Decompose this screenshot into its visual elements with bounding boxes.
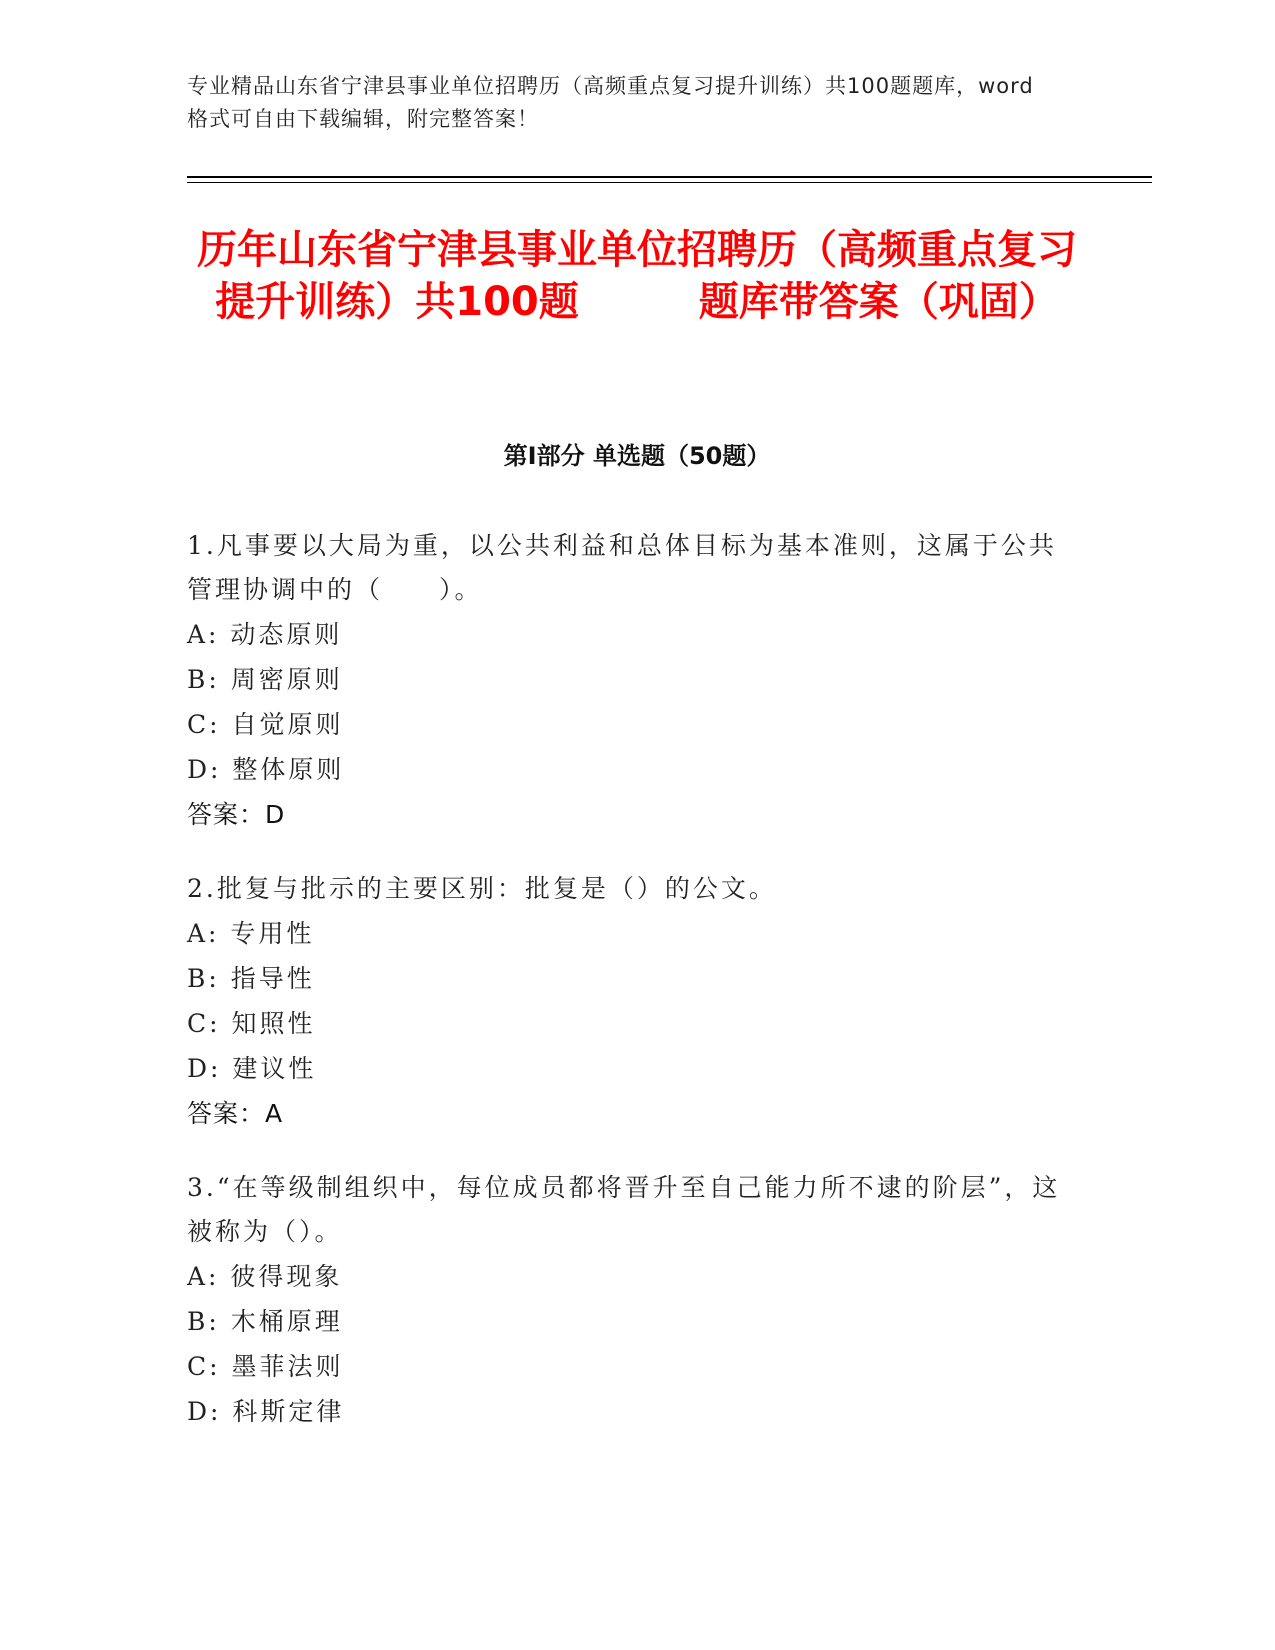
option-a: A: 专用性 xyxy=(187,919,315,948)
header-rule-thick xyxy=(187,176,1152,178)
question-3 xyxy=(187,1166,1067,1434)
section-title: 第Ⅰ部分 单选题（50题） xyxy=(503,442,771,470)
document-title: 历年山东省宁津县事业单位招聘历（高频重点复习提升训练）共100题 题库带答案（巩固） xyxy=(197,227,1077,325)
option-a: A: 动态原则 xyxy=(187,620,343,649)
question-stem: 1.凡事要以大局为重，以公共利益和总体目标为基本准则，这属于公共管理协调中的（ ）。 xyxy=(187,531,1057,604)
question-stem: 2.批复与批示的主要区别：批复是（）的公文。 xyxy=(187,874,777,903)
option-b: B: 周密原则 xyxy=(187,665,343,694)
option-b: B: 指导性 xyxy=(187,964,315,993)
option-d: D: 建议性 xyxy=(187,1054,317,1083)
header-note: 专业精品山东省宁津县事业单位招聘历（高频重点复习提升训练）共100题题库，word格式可自由下载编辑，附完整答案！ xyxy=(187,74,1034,131)
question-1 xyxy=(187,524,1067,837)
option-c: C: 知照性 xyxy=(187,1009,316,1038)
question-list xyxy=(187,524,1067,1464)
answer: 答案：D xyxy=(187,800,286,829)
option-c: C: 墨菲法则 xyxy=(187,1352,344,1381)
option-c: C: 自觉原则 xyxy=(187,710,344,739)
option-d: D: 科斯定律 xyxy=(187,1397,345,1426)
question-2 xyxy=(187,867,1067,1136)
question-stem: 3.“在等级制组织中，每位成员都将晋升至自己能力所不逮的阶层”，这被称为（）。 xyxy=(187,1173,1061,1246)
option-b: B: 木桶原理 xyxy=(187,1307,343,1336)
header-rule-thin xyxy=(187,182,1152,183)
option-a: A: 彼得现象 xyxy=(187,1262,343,1291)
answer: 答案：A xyxy=(187,1099,284,1128)
option-d: D: 整体原则 xyxy=(187,755,345,784)
